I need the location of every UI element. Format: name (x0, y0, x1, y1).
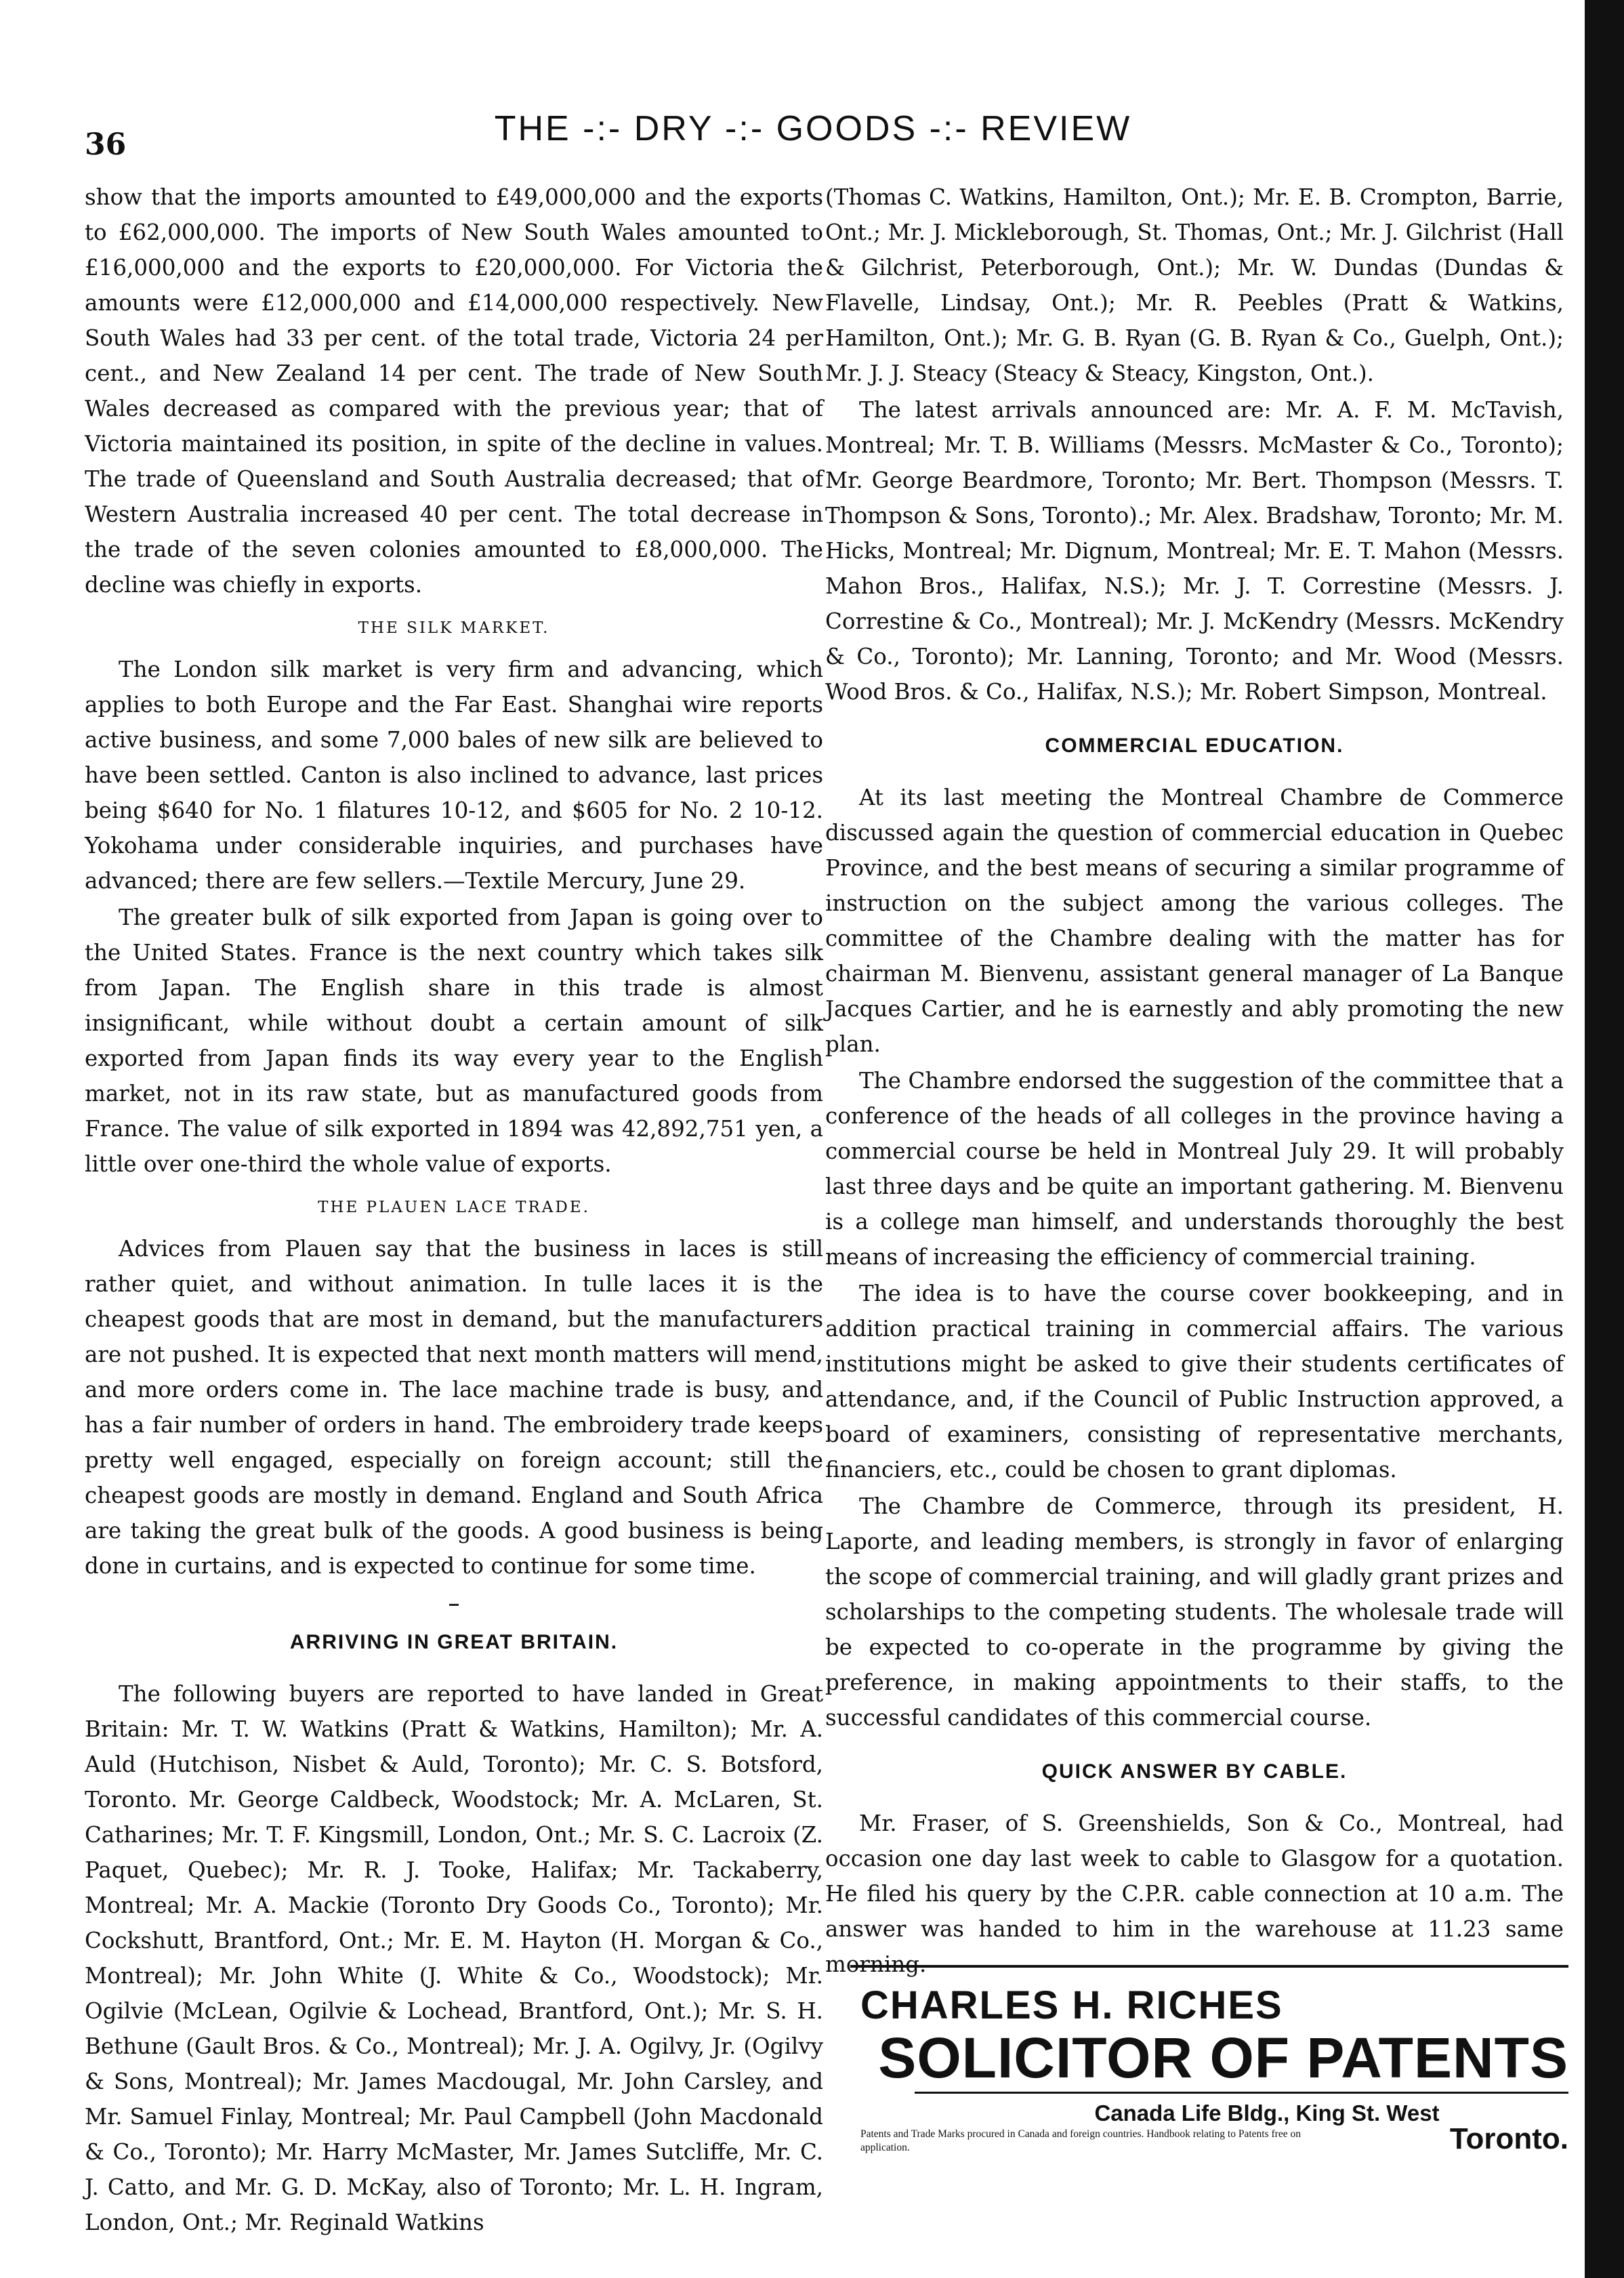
quick-answer-paragraph: Mr. Fraser, of S. Greenshields, Son & Co., Montreal, had occasion one day last week to cable to Glasgow for a quotation. He filed his query by the C.P.R. cable connection at 10 a.m. The answer was handed to him in the warehouse at 11.23 same morning. (825, 1810, 1564, 1977)
commercial-paragraph-2: The Chambre endorsed the suggestion of the committee that a conference of the heads of all colleges in the province having a commercial course be held in Montreal July 29. It will probably last three days and be quite an important gathering. M. Bienvenu is a college man himself, and understands thoroughly the best means of increasing the efficiency of commercial training. (825, 1068, 1564, 1270)
quick-answer-heading: QUICK ANSWER BY CABLE. (1041, 1760, 1348, 1783)
commercial-paragraph-3: The idea is to have the course cover bookkeeping, and in addition practical training in commercial affairs. The various institutions might be asked to give their students certificates of attendance, and, if the Council of Public Instruction approved, a board of examiners, consisting of representative merchants, financiers, etc., could be chosen to grant diplomas. (825, 1281, 1564, 1483)
silk-market-heading: THE SILK MARKET. (358, 619, 550, 637)
arriving-paragraph: The following buyers are reported to have landed in Great Britain: Mr. T. W. Watkins (Pratt & Watkins, Hamilton); Mr. A. Auld (Hutchison, Nisbet & Auld, Toronto); Mr. C. S. Botsford, Toronto. Mr. George Caldbeck, Woodstock; Mr. A. McLaren, St. Catharines; Mr. T. F. Kingsmill, London, Ont.; Mr. S. C. Lacroix (Z. Paquet, Quebec); Mr. R. J. Tooke, Halifax; Mr. Tackaberry, Montreal; Mr. A. Mackie (Toronto Dry Goods Co., Toronto); Mr. Cockshutt, Brantford, Ont.; Mr. E. M. Hayton (H. Morgan & Co., Montreal); Mr. John White (J. White & Co., Woodstock); Mr. Ogilvie (McLean, Ogilvie & Lochead, Brantford, Ont.); Mr. S. H. Bethune (Gault Bros. & Co., Montreal); Mr. J. A. Ogilvy, Jr. (Ogilvy & Sons, Montreal); Mr. James Macdougal, Mr. John Carsley, and Mr. Samuel Finlay, Montreal; Mr. Paul Campbell (John Macdonald & Co., Toronto); Mr. Harry McMaster, Mr. James Sutcliffe, Mr. C. J. Catto, and Mr. G. D. McKay, also of Toronto; Mr. L. H. Ingram, London, Ont.; Mr. Reginald Watkins (85, 1680, 823, 2235)
commercial-paragraph-4: The Chambre de Commerce, through its president, H. Laporte, and leading members, is strongly in favor of enlarging the scope of commercial training, and will gladly grant prizes and scholarships to the competing students. The wholesale trade will be expected to co-operate in the programme by giving the preference, in making appointments to their staffs, to the successful candidates of this commercial course. (825, 1493, 1564, 1731)
arriving-heading: ARRIVING IN GREAT BRITAIN. (289, 1630, 619, 1653)
page-number: 36 (85, 127, 127, 162)
plauen-lace-paragraph: Advices from Plauen say that the business in laces is still rather quiet, and without animation. In tulle laces it is the cheapest goods that are most in demand, but the manufacturers are not pushed. It is expected that next month matters will mend, and more orders come in. The lace machine trade is busy, and has a fair number of orders in hand. The embroidery trade keeps pretty well engaged, especially on foreign account; still the cheapest goods are mostly in demand. England and South Africa are taking the great bulk of the goods. A good business is being done in curtains, and is expected to continue for some time. (85, 1235, 823, 1579)
silk-market-paragraph-1: The London silk market is very firm and advancing, which applies to both Europe and the Far East. Shanghai wire reports active business, and some 7,000 bales of new silk are believed to have been settled. Canton is also inclined to advance, last prices being $640 for No. 1 filatures 10-12, and $605 for No. 2 10-12. Yokohama under considerable inquiries, and purchases have advanced; there are few sellers.—Textile Mercury, June 29. (85, 656, 823, 894)
ad-name: CHARLES H. RICHES (860, 1983, 1283, 2027)
scan-edge (1585, 0, 1624, 2278)
right-column (825, 180, 1564, 1983)
ad-rule (915, 2092, 1568, 2094)
left-column (85, 180, 823, 2241)
ad-address: Canada Life Bldg., King St. West (1094, 2100, 1440, 2126)
commercial-education-heading: COMMERCIAL EDUCATION. (1045, 734, 1344, 757)
latest-arrivals-paragraph: The latest arrivals announced are: Mr. A. F. M. McTavish, Montreal; Mr. T. B. Williams (Messrs. McMaster & Co., Toronto); Mr. George Beardmore, Toronto; Mr. Bert. Thompson (Messrs. T. Thompson & Sons, Toronto).; Mr. Alex. Bradshaw, Toronto; Mr. M. Hicks, Montreal; Mr. Dignum, Montreal; Mr. E. T. Mahon (Messrs. Mahon Bros., Halifax, N.S.); Mr. J. T. Correstine (Messrs. J. Correstine & Co., Montreal); Mr. J. McKendry (Messrs. McKendry & Co., Toronto); Mr. Lanning, Toronto; and Mr. Wood (Messrs. Wood Bros. & Co., Halifax, N.S.); Mr. Robert Simpson, Montreal. (825, 397, 1564, 705)
arriving-continued: (Thomas C. Watkins, Hamilton, Ont.); Mr. E. B. Crompton, Barrie, Ont.; Mr. J. Mickleborough, St. Thomas, Ont.; Mr. J. Gilchrist (Hall & Gilchrist, Peterborough, Ont.); Mr. W. Dundas (Dundas & Flavelle, Lindsay, Ont.); Mr. R. Peebles (Pratt & Watkins, Hamilton, Ont.); Mr. G. B. Ryan (G. B. Ryan & Co., Guelph, Ont.); Mr. J. J. Steacy (Steacy & Steacy, Kingston, Ont.). (825, 184, 1564, 386)
ad-note: Patents and Trade Marks procured in Canada and foreign countries. Handbook relating to Patents free on application. (860, 2128, 1301, 2154)
ad-footer (850, 2122, 1568, 2174)
ad-city: Toronto. (1449, 2122, 1568, 2156)
silk-market-paragraph-2: The greater bulk of silk exported from Japan is going over to the United States. France is the next country which takes silk from Japan. The English share in this trade is almost insignificant, while without doubt a certain amount of silk exported from Japan finds its way every year to the English market, not in its raw state, but as manufactured goods from France. The value of silk exported in 1894 was 42,892,751 yen, a little over one-third the whole value of exports. (85, 904, 823, 1177)
intro-paragraph: show that the imports amounted to £49,000,000 and the exports to £62,000,000. The imports of New South Wales amounted to £16,000,000 and the exports to £20,000,000. For Victoria the amounts were £12,000,000 and £14,000,000 respectively. New South Wales had 33 per cent. of the total trade, Victoria 24 per cent., and New Zealand 14 per cent. The trade of New South Wales decreased as compared with the previous year; that of Victoria maintained its position, in spite of the decline in values. The trade of Queensland and South Australia decreased; that of Western Australia increased 40 per cent. The total decrease in the trade of the seven colonies amounted to £8,000,000. The decline was chiefly in exports. (85, 184, 823, 598)
plauen-lace-heading: THE PLAUEN LACE TRADE. (318, 1198, 590, 1216)
ad-title: SOLICITOR OF PATENTS (878, 2026, 1568, 2090)
masthead-title: THE -:- DRY -:- GOODS -:- REVIEW (494, 109, 1132, 148)
commercial-paragraph-1: At its last meeting the Montreal Chambre de Commerce discussed again the question of commercial education in Quebec Province, and the best means of securing a similar programme of instruction on the subject among the various colleges. The committee of the Chambre dealing with the matter has for chairman M. Bienvenu, assistant general manager of La Banque Jacques Cartier, and he is earnestly and ably promoting the new plan. (825, 785, 1564, 1057)
section-divider (449, 1604, 459, 1606)
patent-advertisement (850, 1965, 1568, 2174)
